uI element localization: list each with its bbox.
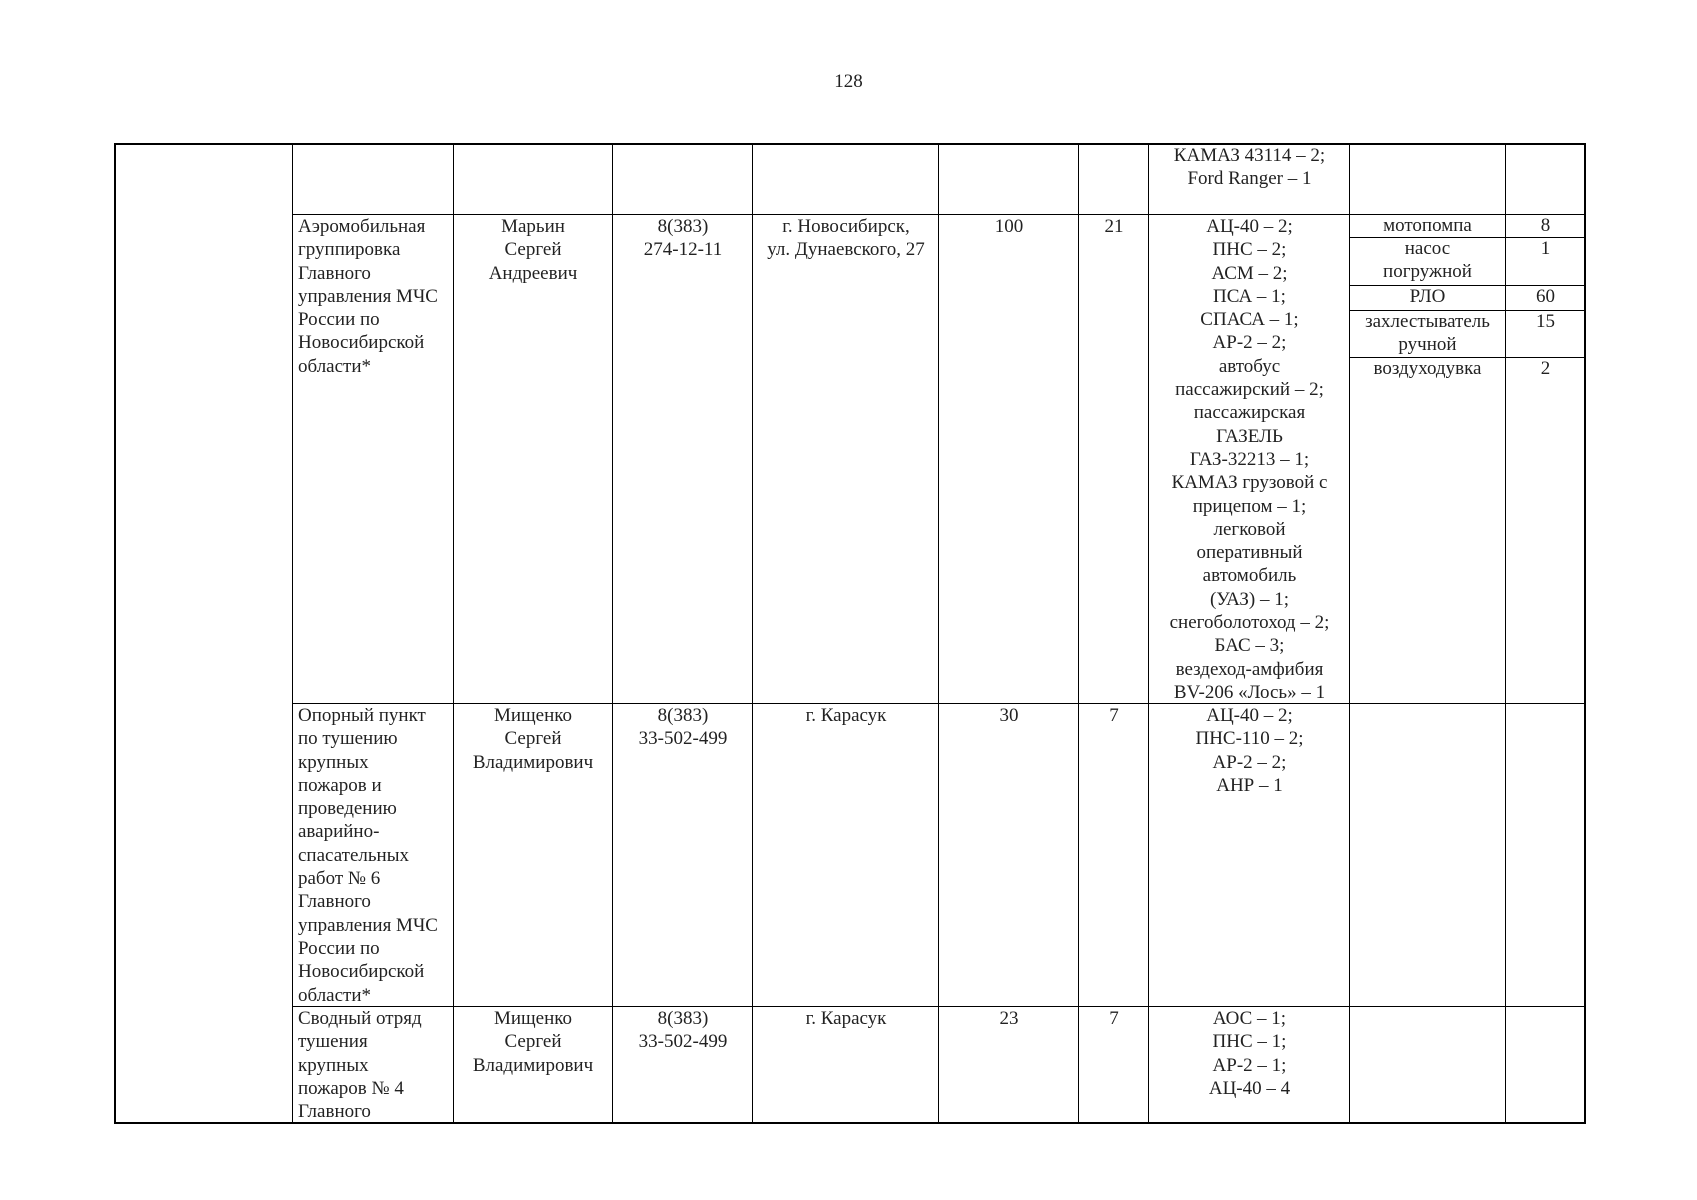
cell-address: г. Новосибирск, ул. Дунаевского, 27 <box>767 216 925 261</box>
cell-staff: 23 <box>999 1008 1019 1029</box>
col-divider <box>1078 143 1079 1124</box>
table-border-left <box>114 143 116 1124</box>
table-border-top <box>114 143 1586 145</box>
col-divider <box>1148 143 1149 1124</box>
cell-units: 7 <box>1109 1008 1119 1029</box>
tool-qty: 15 <box>1536 311 1555 332</box>
cell-staff: 100 <box>994 216 1024 237</box>
cell-address: г. Карасук <box>805 1008 887 1029</box>
cell-phone: 8(383) 33-502-499 <box>638 705 728 750</box>
tool-name: захлестыватель ручной <box>1365 311 1490 355</box>
cell-head-name: Марьин Сергей Андреевич <box>488 216 578 284</box>
tool-qty: 8 <box>1540 215 1551 236</box>
col-divider <box>292 143 293 1124</box>
cell-head-name: Мищенко Сергей Владимирович <box>472 1008 594 1076</box>
cell-head-name: Мищенко Сергей Владимирович <box>472 705 594 773</box>
col-divider <box>612 143 613 1124</box>
cell-equipment: АЦ-40 – 2; ПНС – 2; АСМ – 2; ПСА – 1; СПАСА – 1; АР-2 – 2; автобус пассажирский – 2; пассажирская ГАЗЕЛЬ ГАЗ-32213 – 1; КАМАЗ грузовой с прицепом – 1; легковой оперативный автомобиль (УАЗ) – 1; снегоболотоход – 2; БАС – 3; вездеход-амфибия BV-206 «Лось» – 1 <box>1169 216 1330 703</box>
tool-qty: 2 <box>1540 358 1551 379</box>
cell-unit-name: Опорный пункт по тушению крупных пожаров и проведению аварийно- спасательных работ № 6 Главного управления МЧС России по Новосибирской области* <box>298 705 438 1006</box>
cell-staff: 30 <box>999 705 1019 726</box>
cell-unit-name: Сводный отряд тушения крупных пожаров № 4 Главного <box>298 1008 422 1123</box>
col-divider <box>453 143 454 1124</box>
cell-phone: 8(383) 274-12-11 <box>643 216 723 261</box>
tool-name: воздуходувка <box>1373 358 1482 379</box>
cell-unit-name: Аэромобильная группировка Главного управления МЧС России по Новосибирской области* <box>298 216 438 377</box>
cell-equipment: АЦ-40 – 2; ПНС-110 – 2; АР-2 – 2; АНР – 1 <box>1195 705 1304 796</box>
tool-name: насос погружной <box>1383 238 1472 282</box>
tool-name: мотопомпа <box>1383 215 1472 236</box>
tool-qty: 60 <box>1536 286 1555 307</box>
cell-units: 21 <box>1104 216 1124 237</box>
tool-name: РЛО <box>1409 286 1446 307</box>
page-number: 128 <box>834 71 863 92</box>
cell-equipment-continued: КАМАЗ 43114 – 2; Ford Ranger – 1 <box>1173 145 1326 190</box>
col-divider <box>752 143 753 1124</box>
cell-equipment: АОС – 1; ПНС – 1; АР-2 – 1; АЦ-40 – 4 <box>1208 1008 1291 1099</box>
col-divider <box>938 143 939 1124</box>
cell-units: 7 <box>1109 705 1119 726</box>
tool-qty: 1 <box>1540 238 1551 259</box>
cell-address: г. Карасук <box>805 705 887 726</box>
equipment-table <box>114 143 1586 1124</box>
cell-phone: 8(383) 33-502-499 <box>638 1008 728 1053</box>
